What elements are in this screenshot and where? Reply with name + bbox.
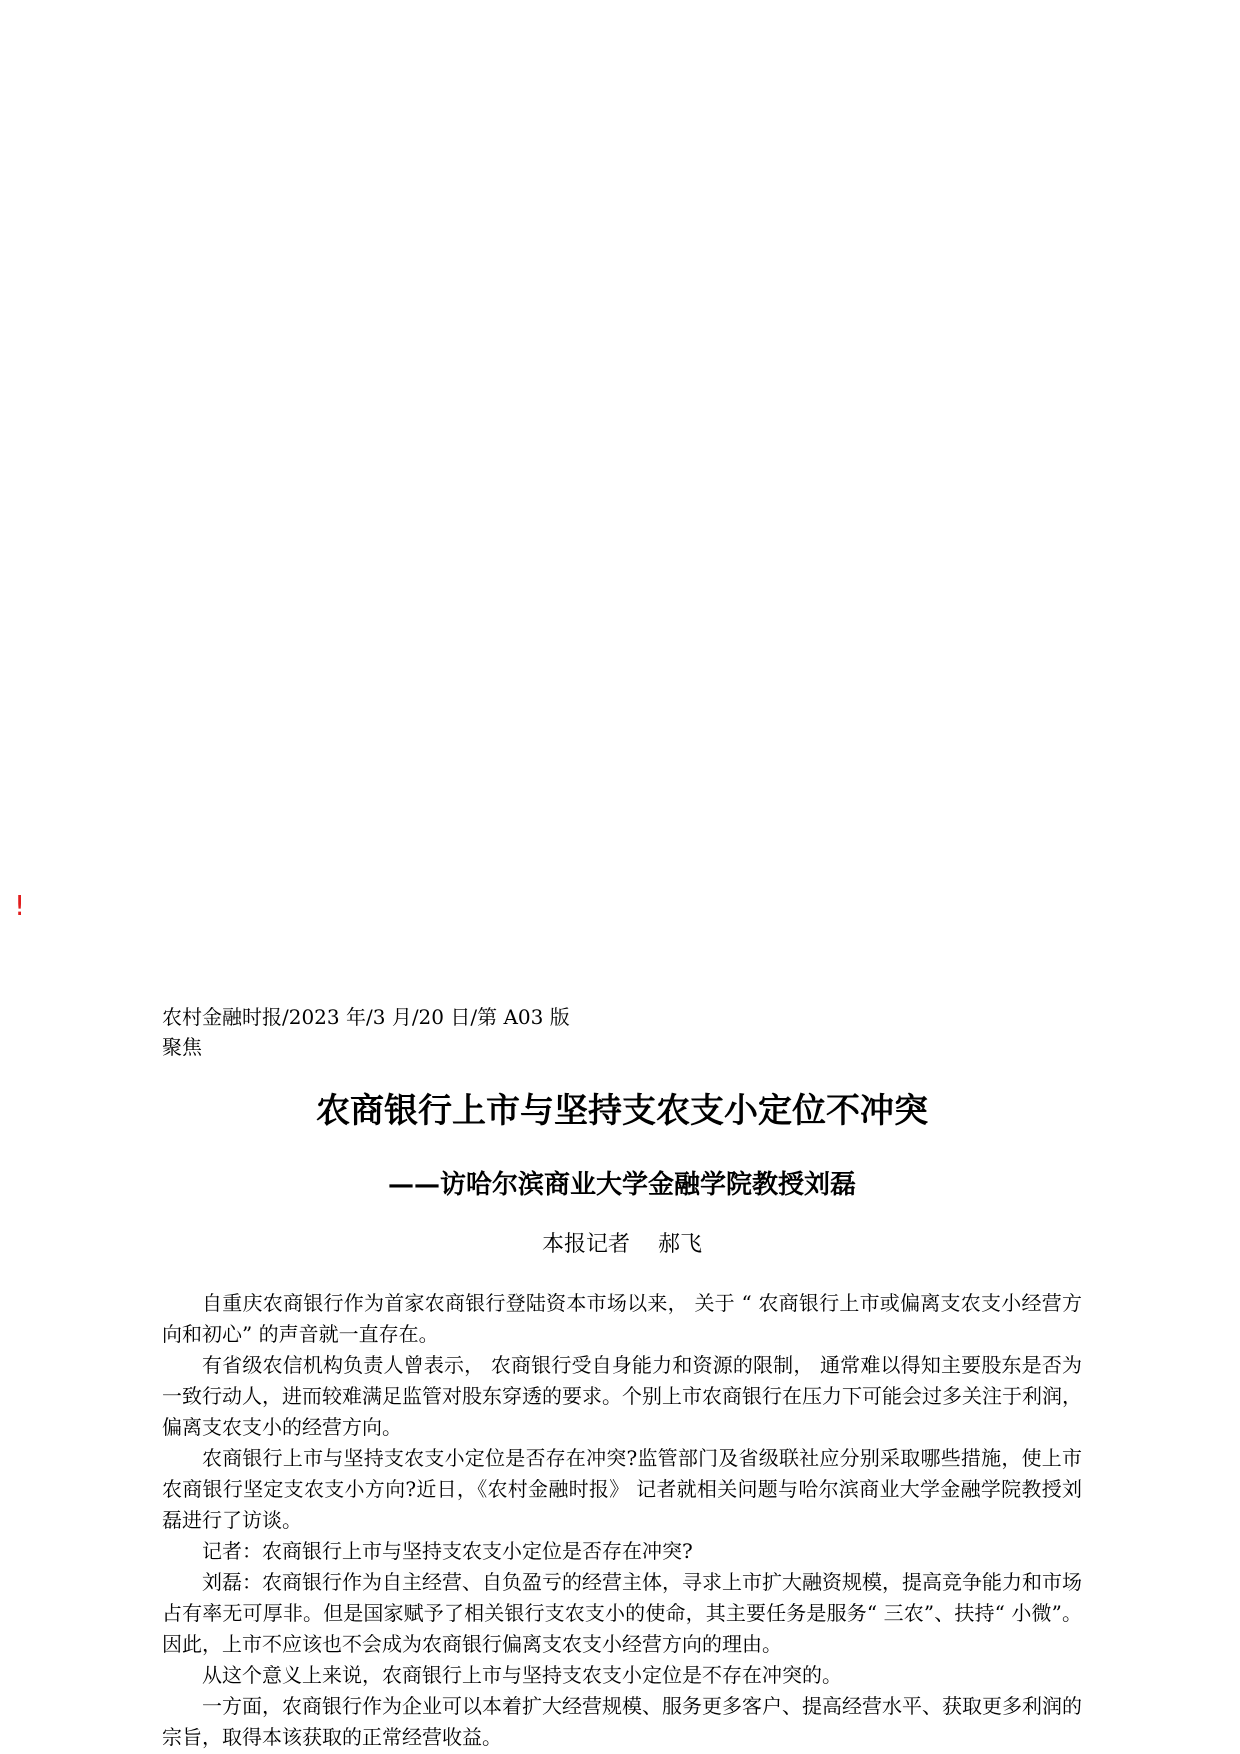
paragraph: 自重庆农商银行作为首家农商银行登陆资本市场以来， 关于 “ 农商银行上市或偏离支农支小经营方向和初心” 的声音就一直存在。 (162, 1291, 1082, 1346)
source-line: 农村金融时报/2023 年/3 月/20 日/第 A03 版聚焦 (162, 1005, 570, 1059)
article-subtitle: ——访哈尔滨商业大学金融学院教授刘磊 (387, 1170, 856, 1200)
paragraph: 农商银行上市与坚持支农支小定位是否存在冲突?监管部门及省级联社应分别采取哪些措施，使上市农商银行坚定支农支小方向?近日，《农村金融时报》 记者就相关问题与哈尔滨商业大学金融学院教授刘磊进行了访谈。 (162, 1446, 1082, 1532)
paragraph: 从这个意义上来说，农商银行上市与坚持支农支小定位是不存在冲突的。 (202, 1663, 842, 1687)
paragraph: 有省级农信机构负责人曾表示， 农商银行受自身能力和资源的限制， 通常难以得知主要股东是否为一致行动人，进而较难满足监管对股东穿透的要求。个别上市农商银行在压力下可能会过多关注于利润，偏离支农支小的经营方向。 (162, 1353, 1082, 1439)
paragraph: 一方面，农商银行作为企业可以本着扩大经营规模、服务更多客户、提高经营水平、获取更多利润的宗旨，取得本该获取的正常经营收益。 (162, 1694, 1082, 1749)
byline: 本报记者 郝飞 (542, 1232, 702, 1257)
paragraph: 记者：农商银行上市与坚持支农支小定位是否存在冲突? (202, 1539, 693, 1563)
paragraph: 刘磊：农商银行作为自主经营、自负盈亏的经营主体，寻求上市扩大融资规模，提高竞争能力和市场占有率无可厚非。但是国家赋予了相关银行支农支小的使命，其主要任务是服务“ 三农”、扶持“ 小微”。因此，上市不应该也不会成为农商银行偏离支农支小经营方向的理由。 (162, 1570, 1082, 1656)
article-title: 农商银行上市与坚持支农支小定位不冲突 (316, 1091, 928, 1131)
warning-exclamation-mark: ! (14, 889, 26, 922)
article-body (162, 1288, 1082, 1753)
